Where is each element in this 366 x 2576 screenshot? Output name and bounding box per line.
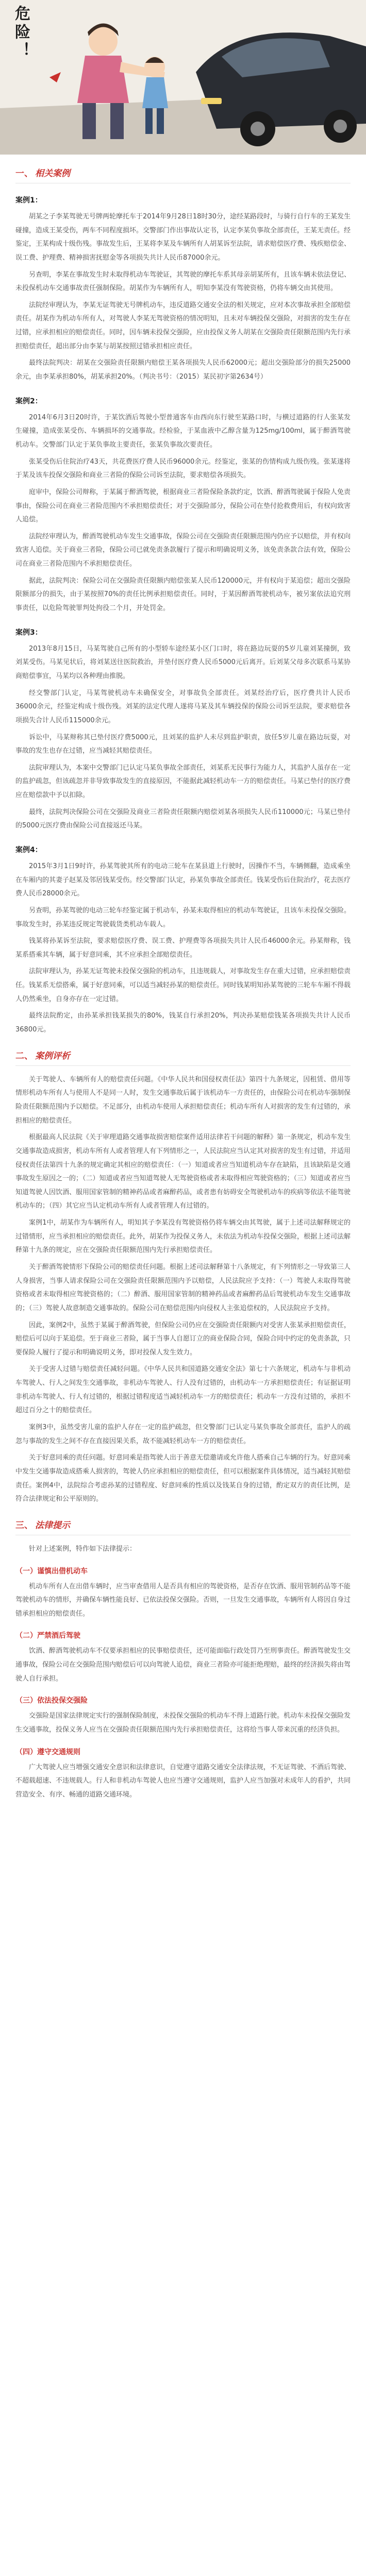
tip-title: （一）谨慎出借机动车 bbox=[15, 1567, 88, 1575]
tip-paragraph: 饮酒、醉酒驾驶机动车不仅要承担相应的民事赔偿责任，还可能面临行政处罚乃至刑事责任。醉酒驾驶发生交通事故，保险公司在交强险范围内赔偿后可以向驾驶人追偿，商业三者险亦可能拒绝理赔，最终的经济损失将由驾驶人自行承担。 bbox=[15, 1647, 351, 1683]
cases-content bbox=[0, 195, 366, 1037]
case-1-paragraph: 另查明，李某在事故发生时未取得机动车驾驶证，其驾驶的摩托车系其母亲胡某所有，且该车辆未依法登记、未投保机动车交通事故责任强制保险。胡某作为车辆所有人，明知李某没有驾驶资格，仍将车辆交由其使用。 bbox=[15, 270, 351, 293]
analysis-paragraph: 关于醉酒驾驶情形下保险公司的赔偿责任问题。根据上述司法解释第十八条规定，有下列情形之一导致第三人人身损害，当事人请求保险公司在交强险责任限额范围内予以赔偿，人民法院应予支持：（一）驾驶人未取得驾驶资格或者未取得相应驾驶资格的；（二）醉酒、服用国家管制的精神药品或者麻醉药品后驾驶机动车发生交通事故的；（三）驾驶人故意制造交通事故的。保险公司在赔偿范围内向侵权人主张追偿权的，人民法院应予支持。 bbox=[15, 1263, 351, 1312]
analysis-paragraph: 因此，案例2中，虽然于某属于醉酒驾驶，但保险公司仍应在交强险责任限额内对受害人张某承担赔偿责任，赔偿后可以向于某追偿。至于商业三者险，属于当事人自愿订立的商业保险合同，保险合同中约定的免责条款，只要保险人履行了提示和明确说明义务，即对投保人发生效力。 bbox=[15, 1321, 351, 1357]
case-4-paragraph: 钱某将孙某诉至法院，要求赔偿医疗费、误工费、护理费等各项损失共计人民币46000余元。孙某辩称，钱某系搭乘其车辆，属于好意同乘，其不应承担全部赔偿责任。 bbox=[15, 937, 351, 959]
case-3-paragraph: 经交警部门认定，马某驾驶机动车未确保安全，对事故负全部责任。刘某经治疗后，医疗费共计人民币36000余元，经鉴定构成十级伤残。刘某的法定代理人遂将马某及其车辆投保的保险公司诉至法院，要求赔偿各项损失合计人民币115000余元。 bbox=[15, 689, 351, 724]
case-4-paragraph: 另查明，孙某驾驶的电动三轮车经鉴定属于机动车，孙某未取得相应的机动车驾驶证，且该车未投保交强险。事故发生时，孙某违反规定驾驶载货类机动车载人。 bbox=[15, 906, 351, 928]
analysis-paragraph: 案例3中，虽然受害儿童的监护人存在一定的监护疏忽，但交警部门已认定马某负事故全部责任，监护人的疏忽与事故的发生之间不存在直接因果关系，故不能减轻机动车一方的赔偿责任。 bbox=[15, 1423, 351, 1445]
section-title: 相关案例 bbox=[35, 168, 70, 179]
case-4-paragraph: 2015年3月1日9时许，孙某驾驶其所有的电动三轮车在某县道上行驶时，因操作不当，车辆侧翻，造成乘坐在车厢内的其妻子赵某及邻居钱某受伤。经交警部门认定，孙某负事故全部责任。钱某受伤后住院治疗，花去医疗费人民币28000余元。 bbox=[15, 862, 351, 898]
case-4-paragraph: 最终法院酌定，由孙某承担钱某损失的80%，钱某自行承担20%，判决孙某赔偿钱某各项损失共计人民币36800元。 bbox=[15, 1012, 351, 1034]
section-header-cases bbox=[15, 166, 351, 183]
case-1-paragraph: 法院经审理认为，李某无证驾驶无号牌机动车，违反道路交通安全法的相关规定，应对本次事故承担全部赔偿责任。胡某作为机动车所有人，对驾驶人李某无驾驶资格的情况明知，且未对车辆投保交强险，对损害的发生存在过错，应承担相应的赔偿责任。同时，因车辆未投保交强险，应由投保义务人胡某在交强险责任限额范围内先行承担赔偿责任，超出部分由李某与胡某按照过错承担相应责任。 bbox=[15, 301, 351, 350]
tip-paragraph: 机动车所有人在出借车辆时，应当审查借用人是否具有相应的驾驶资格，是否存在饮酒、服用管制药品等不能驾驶机动车的情形，并确保车辆性能良好、已依法投保交强险。否则，一旦发生交通事故，车辆所有人将因自身过错承担相应的赔偿责任。 bbox=[15, 1582, 351, 1618]
case-1-paragraph: 胡某之子李某驾驶无号牌两轮摩托车于2014年9月28日18时30分，途经某路段时，与骑行自行车的王某发生碰撞，造成王某受伤，两车不同程度损坏。交警部门作出事故认定书，认定李某负事故全部责任，王某无责任。经鉴定，王某构成十级伤残。事故发生后，王某将李某及车辆所有人胡某诉至法院，请求赔偿医疗费、残疾赔偿金、误工费、护理费、精神损害抚慰金等各项损失共计人民币87000余元。 bbox=[15, 213, 351, 262]
case-3-paragraph: 诉讼中，马某辩称其已垫付医疗费5000元，且刘某的监护人未尽到监护职责，放任5岁儿童在路边玩耍，对事故的发生也存在过错，应当减轻其赔偿责任。 bbox=[15, 733, 351, 755]
section-header-tips bbox=[15, 1518, 351, 1535]
case-3-paragraph: 最终，法院判决保险公司在交强险及商业三者险责任限额内赔偿刘某各项损失人民币110000元；马某已垫付的5000元医疗费由保险公司直接返还马某。 bbox=[15, 808, 351, 830]
analysis-content bbox=[0, 1073, 366, 1506]
hero-cartoon-image bbox=[0, 0, 366, 155]
analysis-paragraph: 根据最高人民法院《关于审理道路交通事故损害赔偿案件适用法律若干问题的解释》第一条规定，机动车发生交通事故造成损害，机动车所有人或者管理人有下列情形之一，人民法院应当认定其对损害的发生有过错，并适用侵权责任法第四十九条的规定确定其相应的赔偿责任：（一）知道或者应当知道机动车存在缺陷，且该缺陷是交通事故发生原因之一的；（二）知道或者应当知道驾驶人无驾驶资格或者未取得相应驾驶资格的；（三）知道或者应当知道驾驶人因饮酒、服用国家管制的精神药品或者麻醉药品，或者患有妨碍安全驾驶机动车的疾病等依法不能驾驶机动车的；（四）其它应当认定机动车所有人或者管理人有过错的。 bbox=[15, 1133, 351, 1210]
case-1-paragraph: 最终法院判决：胡某在交强险责任限额内赔偿王某各项损失人民币62000元；超出交强险部分的损失25000余元，由李某承担80%，胡某承担20%。（判决书号：（2015）某民初字第2634号） bbox=[15, 359, 351, 381]
case-4-label: 案例4： bbox=[15, 845, 42, 854]
hero-warning-caption: 危险！ bbox=[12, 5, 30, 61]
tip-title: （四）遵守交通规则 bbox=[15, 1748, 80, 1756]
case-4-paragraph: 法院审理认为，孙某无证驾驶未投保交强险的机动车，且违规载人，对事故发生存在重大过错，应承担赔偿责任。钱某系无偿搭乘，属于好意同乘，可以适当减轻孙某的赔偿责任。同时钱某明知孙某驾驶的三轮车车厢不得载人仍然乘坐，自身亦存在一定过错。 bbox=[15, 968, 351, 1003]
section-title: 案例评析 bbox=[35, 1050, 70, 1061]
section-title: 法律提示 bbox=[35, 1520, 70, 1531]
case-1-label: 案例1： bbox=[15, 196, 42, 205]
analysis-paragraph: 关于受害人过错与赔偿责任减轻问题。《中华人民共和国道路交通安全法》第七十六条规定，机动车与非机动车驾驶人、行人之间发生交通事故，非机动车驾驶人、行人没有过错的，由机动车一方承担赔偿责任；有证据证明非机动车驾驶人、行人有过错的，根据过错程度适当减轻机动车一方的赔偿责任；机动车一方没有过错的，承担不超过百分之十的赔偿责任。 bbox=[15, 1365, 351, 1415]
section-number: 三、 bbox=[15, 1520, 33, 1531]
section-number: 二、 bbox=[15, 1050, 33, 1061]
case-3-paragraph: 2013年8月15日，马某驾驶自己所有的小型轿车途经某小区门口时，将在路边玩耍的5岁儿童刘某撞倒，致刘某受伤。马某见状后，将刘某送往医院救治，并垫付医疗费人民币5000元后离开。后刘某父母多次联系马某协商赔偿事宜，马某均以各种理由推脱。 bbox=[15, 645, 351, 680]
case-2-label: 案例2： bbox=[15, 397, 42, 405]
case-2-paragraph: 法院经审理认为，醉酒驾驶机动车发生交通事故，保险公司在交强险责任限额范围内仍应予以赔偿，并有权向致害人追偿。关于商业三者险，保险公司已就免责条款履行了提示和明确说明义务，该免责条款合法有效，保险公司在商业三者险范围内不承担赔偿责任。 bbox=[15, 532, 351, 568]
tip-paragraph: 交强险是国家法律规定实行的强制保险制度，未投保交强险的机动车不得上道路行驶。机动车未投保交强险发生交通事故，投保义务人应当在交强险责任限额范围内先行承担赔偿责任，这将给当事人带来沉重的经济负担。 bbox=[15, 1712, 351, 1734]
tips-content bbox=[0, 1543, 366, 1802]
hero-illustration bbox=[0, 0, 366, 155]
tip-title: （三）依法投保交强险 bbox=[15, 1697, 88, 1705]
case-3-label: 案例3： bbox=[15, 628, 42, 637]
section-number: 一、 bbox=[15, 168, 33, 179]
footer-spacer bbox=[0, 1805, 366, 1826]
case-2-paragraph: 张某受伤后住院治疗43天，共花费医疗费人民币96000余元。经鉴定，张某的伤情构成九级伤残。张某遂将于某及该车投保交强险和商业三者险的保险公司诉至法院，要求赔偿各项损失。 bbox=[15, 457, 351, 480]
tips-intro: 针对上述案例，特作如下法律提示： bbox=[29, 1545, 137, 1553]
case-2-paragraph: 2014年6月3日20时许，于某饮酒后驾驶小型普通客车由西向东行驶至某路口时，与横过道路的行人张某发生碰撞，造成张某受伤、车辆损坏的交通事故。经检验，于某血液中乙醇含量为125mg/100ml，属于醉酒驾驶机动车。交警部门认定于某负事故主要责任，张某负事故次要责任。 bbox=[15, 413, 351, 449]
case-3-paragraph: 法院审理认为，本案中交警部门已认定马某负事故全部责任，刘某系无民事行为能力人，其监护人虽存在一定的监护疏忽，但该疏忽并非导致事故发生的直接原因，不能据此减轻机动车一方的赔偿责任。马某已垫付的医疗费应在赔偿款中予以扣除。 bbox=[15, 764, 351, 800]
analysis-paragraph: 关于好意同乘的责任问题。好意同乘是指驾驶人出于善意无偿邀请或允许他人搭乘自己车辆的行为。好意同乘中发生交通事故造成搭乘人损害的，驾驶人仍应承担相应的赔偿责任，但可以根据案件具体情况，适当减轻其赔偿责任。案例4中，法院综合考虑孙某的过错程度、好意同乘的性质以及钱某自身的过错，酌定双方的责任比例，是符合法律规定和公平原则的。 bbox=[15, 1454, 351, 1503]
case-2-paragraph: 庭审中，保险公司辩称，于某属于醉酒驾驶，根据商业三者险保险条款约定，饮酒、醉酒驾驶属于保险人免责事由，保险公司在商业三者险范围内不承担赔偿责任；对于交强险部分，保险公司在垫付抢救费用后，有权向致害人追偿。 bbox=[15, 488, 351, 524]
case-2-paragraph: 据此，法院判决：保险公司在交强险责任限额内赔偿张某人民币120000元，并有权向于某追偿；超出交强险限额部分的损失，由于某按照70%的责任比例承担赔偿责任。同时，于某因醉酒驾驶机动车，被另案依法追究刑事责任，以危险驾驶罪判处拘役二个月，并处罚金。 bbox=[15, 577, 351, 613]
analysis-paragraph: 关于驾驶人、车辆所有人的赔偿责任问题。《中华人民共和国侵权责任法》第四十九条规定，因租赁、借用等情形机动车所有人与使用人不是同一人时，发生交通事故后属于该机动车一方责任的，由保险公司在机动车强制保险责任限额范围内予以赔偿。不足部分，由机动车使用人承担赔偿责任；机动车所有人对损害的发生有过错的，承担相应的赔偿责任。 bbox=[15, 1075, 351, 1125]
tip-title: （二）严禁酒后驾驶 bbox=[15, 1632, 80, 1640]
analysis-paragraph: 案例1中，胡某作为车辆所有人，明知其子李某没有驾驶资格仍将车辆交由其驾驶，属于上述司法解释规定的过错情形，应当承担相应的赔偿责任。此外，胡某作为投保义务人，未依法为机动车投保交强险，根据上述司法解释第十九条的规定，应在交强险责任限额范围内先行承担赔偿责任。 bbox=[15, 1219, 351, 1255]
section-header-analysis bbox=[15, 1048, 351, 1066]
tip-paragraph: 广大驾驶人应当增强交通安全意识和法律意识，自觉遵守道路交通安全法律法规，不无证驾驶、不酒后驾驶、不超载超速、不违规载人。行人和非机动车驾驶人也应当遵守交通规则，监护人应当加强对未成年人的看护，共同营造安全、有序、畅通的道路交通环境。 bbox=[15, 1763, 351, 1799]
